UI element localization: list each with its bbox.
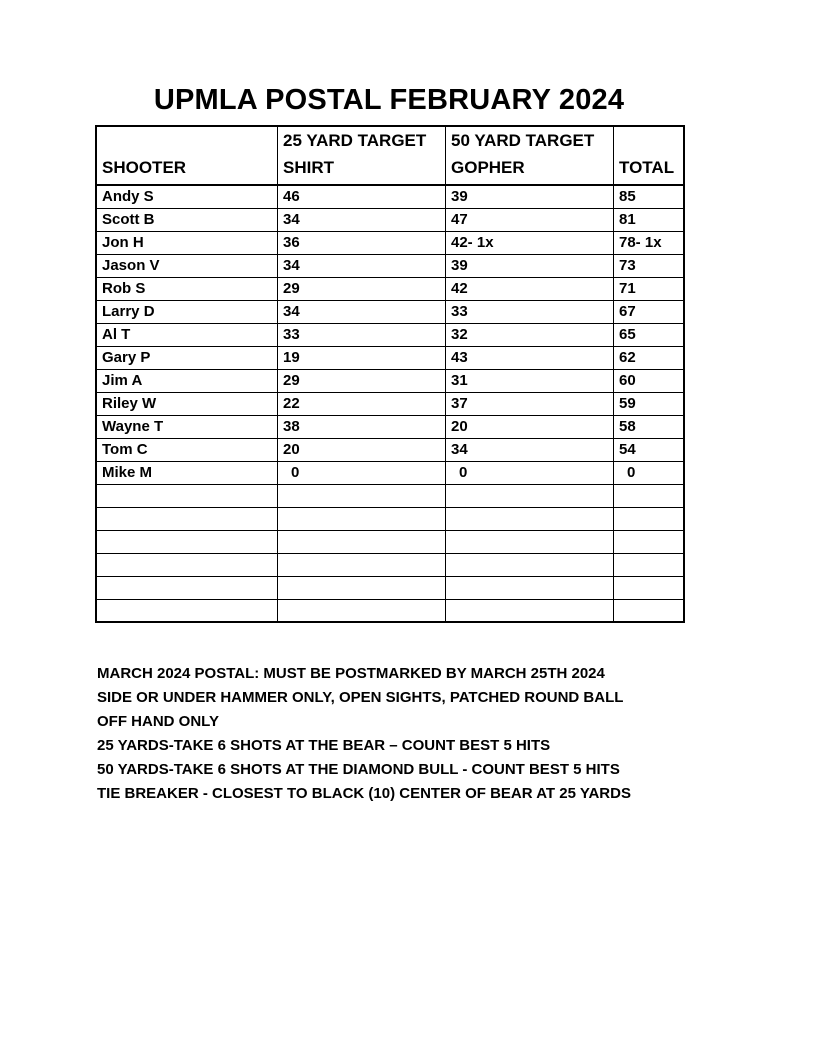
total-cell: 65	[614, 323, 685, 346]
score-50-yard-cell: 37	[446, 392, 614, 415]
table-header-row	[96, 126, 684, 185]
total-cell: 59	[614, 392, 685, 415]
table-row	[96, 277, 684, 300]
empty-table-row	[96, 576, 684, 599]
document-title: UPMLA POSTAL FEBRUARY 2024	[153, 84, 625, 116]
header-25-yard-line1: 25 YARD TARGET	[283, 131, 427, 150]
shooter-cell: Wayne T	[96, 415, 278, 438]
shooter-cell: Larry D	[96, 300, 278, 323]
shooter-cell: Gary P	[96, 346, 278, 369]
total-cell	[614, 576, 685, 599]
note-line: 25 YARDS-TAKE 6 SHOTS AT THE BEAR – COUNT BEST 5 HITS	[97, 737, 551, 754]
shooter-cell	[96, 484, 278, 507]
table-row	[96, 461, 684, 484]
shooter-cell: Jim A	[96, 369, 278, 392]
score-50-yard-cell: 33	[446, 300, 614, 323]
header-50-yard-line2: GOPHER	[451, 158, 525, 177]
total-cell: 73	[614, 254, 685, 277]
total-cell: 62	[614, 346, 685, 369]
header-25-yard-line2: SHIRT	[283, 158, 334, 177]
empty-table-row	[96, 484, 684, 507]
score-50-yard-cell	[446, 530, 614, 553]
score-50-yard-cell: 31	[446, 369, 614, 392]
score-50-yard-cell	[446, 599, 614, 622]
table-row	[96, 438, 684, 461]
shooter-cell	[96, 530, 278, 553]
table-row	[96, 415, 684, 438]
table-row	[96, 369, 684, 392]
score-50-yard-cell: 0	[446, 461, 614, 484]
empty-table-row	[96, 599, 684, 622]
header-50-yard	[446, 126, 614, 185]
note-line: MARCH 2024 POSTAL: MUST BE POSTMARKED BY MARCH 25TH 2024	[97, 665, 605, 682]
score-25-yard-cell: 0	[278, 461, 446, 484]
total-cell: 85	[614, 185, 685, 208]
header-total: TOTAL	[614, 126, 685, 185]
total-cell: 0	[614, 461, 685, 484]
score-50-yard-cell	[446, 484, 614, 507]
score-25-yard-cell	[278, 576, 446, 599]
score-25-yard-cell: 22	[278, 392, 446, 415]
score-50-yard-cell	[446, 553, 614, 576]
total-cell: 67	[614, 300, 685, 323]
shooter-cell: Mike M	[96, 461, 278, 484]
score-50-yard-cell: 34	[446, 438, 614, 461]
empty-table-row	[96, 553, 684, 576]
total-cell	[614, 553, 685, 576]
score-25-yard-cell: 19	[278, 346, 446, 369]
total-cell: 71	[614, 277, 685, 300]
score-50-yard-cell: 20	[446, 415, 614, 438]
score-25-yard-cell: 34	[278, 300, 446, 323]
table-row	[96, 300, 684, 323]
total-cell	[614, 507, 685, 530]
shooter-cell	[96, 576, 278, 599]
total-cell	[614, 530, 685, 553]
table-row	[96, 208, 684, 231]
note-line: 50 YARDS-TAKE 6 SHOTS AT THE DIAMOND BULL - COUNT BEST 5 HITS	[97, 761, 620, 778]
score-25-yard-cell: 34	[278, 254, 446, 277]
scores-table	[95, 125, 685, 623]
table-row	[96, 231, 684, 254]
score-50-yard-cell: 47	[446, 208, 614, 231]
score-50-yard-cell: 42	[446, 277, 614, 300]
score-25-yard-cell: 20	[278, 438, 446, 461]
shooter-cell	[96, 553, 278, 576]
note-line: SIDE OR UNDER HAMMER ONLY, OPEN SIGHTS, PATCHED ROUND BALL	[97, 689, 624, 706]
score-25-yard-cell	[278, 507, 446, 530]
score-50-yard-cell	[446, 507, 614, 530]
empty-table-row	[96, 530, 684, 553]
total-cell	[614, 599, 685, 622]
score-25-yard-cell	[278, 553, 446, 576]
score-25-yard-cell	[278, 484, 446, 507]
total-cell: 78- 1x	[614, 231, 685, 254]
score-25-yard-cell: 29	[278, 277, 446, 300]
score-25-yard-cell: 46	[278, 185, 446, 208]
header-50-yard-line1: 50 YARD TARGET	[451, 131, 595, 150]
total-cell	[614, 484, 685, 507]
score-50-yard-cell: 39	[446, 185, 614, 208]
table-row	[96, 254, 684, 277]
shooter-cell: Riley W	[96, 392, 278, 415]
table-row	[96, 323, 684, 346]
score-25-yard-cell: 36	[278, 231, 446, 254]
score-50-yard-cell	[446, 576, 614, 599]
total-cell: 54	[614, 438, 685, 461]
scores-table-body	[96, 185, 684, 622]
shooter-cell: Jason V	[96, 254, 278, 277]
shooter-cell: Rob S	[96, 277, 278, 300]
postal-notes	[97, 662, 737, 806]
score-50-yard-cell: 32	[446, 323, 614, 346]
score-50-yard-cell: 42- 1x	[446, 231, 614, 254]
score-25-yard-cell: 33	[278, 323, 446, 346]
empty-table-row	[96, 507, 684, 530]
note-line: OFF HAND ONLY	[97, 713, 219, 730]
table-row	[96, 185, 684, 208]
total-cell: 60	[614, 369, 685, 392]
shooter-cell: Andy S	[96, 185, 278, 208]
shooter-cell: Tom C	[96, 438, 278, 461]
score-25-yard-cell	[278, 599, 446, 622]
shooter-cell: Al T	[96, 323, 278, 346]
table-row	[96, 346, 684, 369]
note-line: TIE BREAKER - CLOSEST TO BLACK (10) CENTER OF BEAR AT 25 YARDS	[97, 785, 631, 802]
score-25-yard-cell: 38	[278, 415, 446, 438]
total-cell: 58	[614, 415, 685, 438]
shooter-cell: Jon H	[96, 231, 278, 254]
shooter-cell	[96, 599, 278, 622]
total-cell: 81	[614, 208, 685, 231]
shooter-cell	[96, 507, 278, 530]
shooter-cell: Scott B	[96, 208, 278, 231]
table-row	[96, 392, 684, 415]
score-25-yard-cell: 29	[278, 369, 446, 392]
score-50-yard-cell: 39	[446, 254, 614, 277]
score-50-yard-cell: 43	[446, 346, 614, 369]
score-25-yard-cell: 34	[278, 208, 446, 231]
header-shooter: SHOOTER	[96, 126, 278, 185]
header-25-yard	[278, 126, 446, 185]
score-25-yard-cell	[278, 530, 446, 553]
